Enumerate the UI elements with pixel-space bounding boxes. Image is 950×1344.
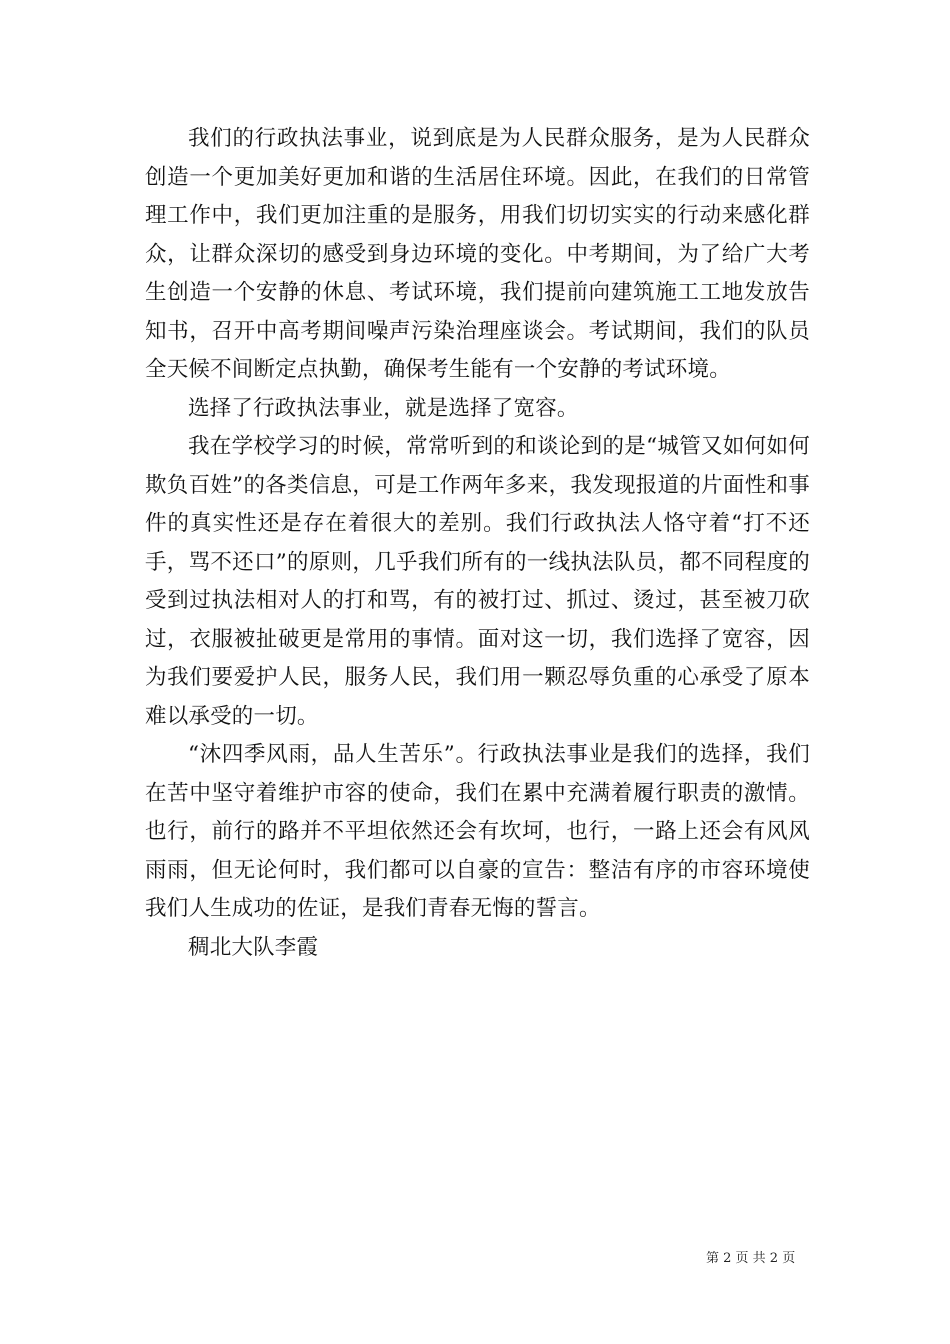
paragraph-tolerance-heading: 选择了行政执法事业，就是选择了宽容。 [188, 395, 579, 421]
document-body [145, 120, 810, 967]
paragraph-conclusion: “沐四季风雨，品人生苦乐”。行政执法事业是我们的选择，我们在苦中坚守着维护市容的使命，我们在累中充满着履行职责的激情。也行，前行的路并不平坦依然还会有坎坷，也行，一路上还会有风风雨雨，但无论何时，我们都可以自豪的宣告：整洁有序的市容环境使我们人生成功的佐证，是我们青春无悔的誓言。 [145, 742, 810, 921]
author-signature: 稠北大队李霞 [188, 934, 319, 960]
page-number: 第 2 页 共 2 页 [706, 1251, 796, 1266]
paragraph-tolerance: 我在学校学习的时候，常常听到的和谈论到的是“城管又如何如何欺负百姓”的各类信息，可是工作两年多来，我发现报道的片面性和事件的真实性还是存在着很大的差别。我们行政执法人恪守着“打不还手，骂不还口”的原则，几乎我们所有的一线执法队员，都不同程度的受到过执法相对人的打和骂，有的被打过、抓过、烫过，甚至被刀砍过，衣服被扯破更是常用的事情。面对这一切，我们选择了宽容，因为我们要爱护人民，服务人民，我们用一颗忍辱负重的心承受了原本难以承受的一切。 [145, 434, 810, 729]
paragraph-service: 我们的行政执法事业，说到底是为人民群众服务，是为人民群众创造一个更加美好更加和谐的生活居住环境。因此，在我们的日常管理工作中，我们更加注重的是服务，用我们切切实实的行动来感化群众，让群众深切的感受到身边环境的变化。中考期间，为了给广大考生创造一个安静的休息、考试环境，我们提前向建筑施工工地发放告知书，召开中高考期间噪声污染治理座谈会。考试期间，我们的队员全天候不间断定点执勤，确保考生能有一个安静的考试环境。 [145, 126, 810, 382]
